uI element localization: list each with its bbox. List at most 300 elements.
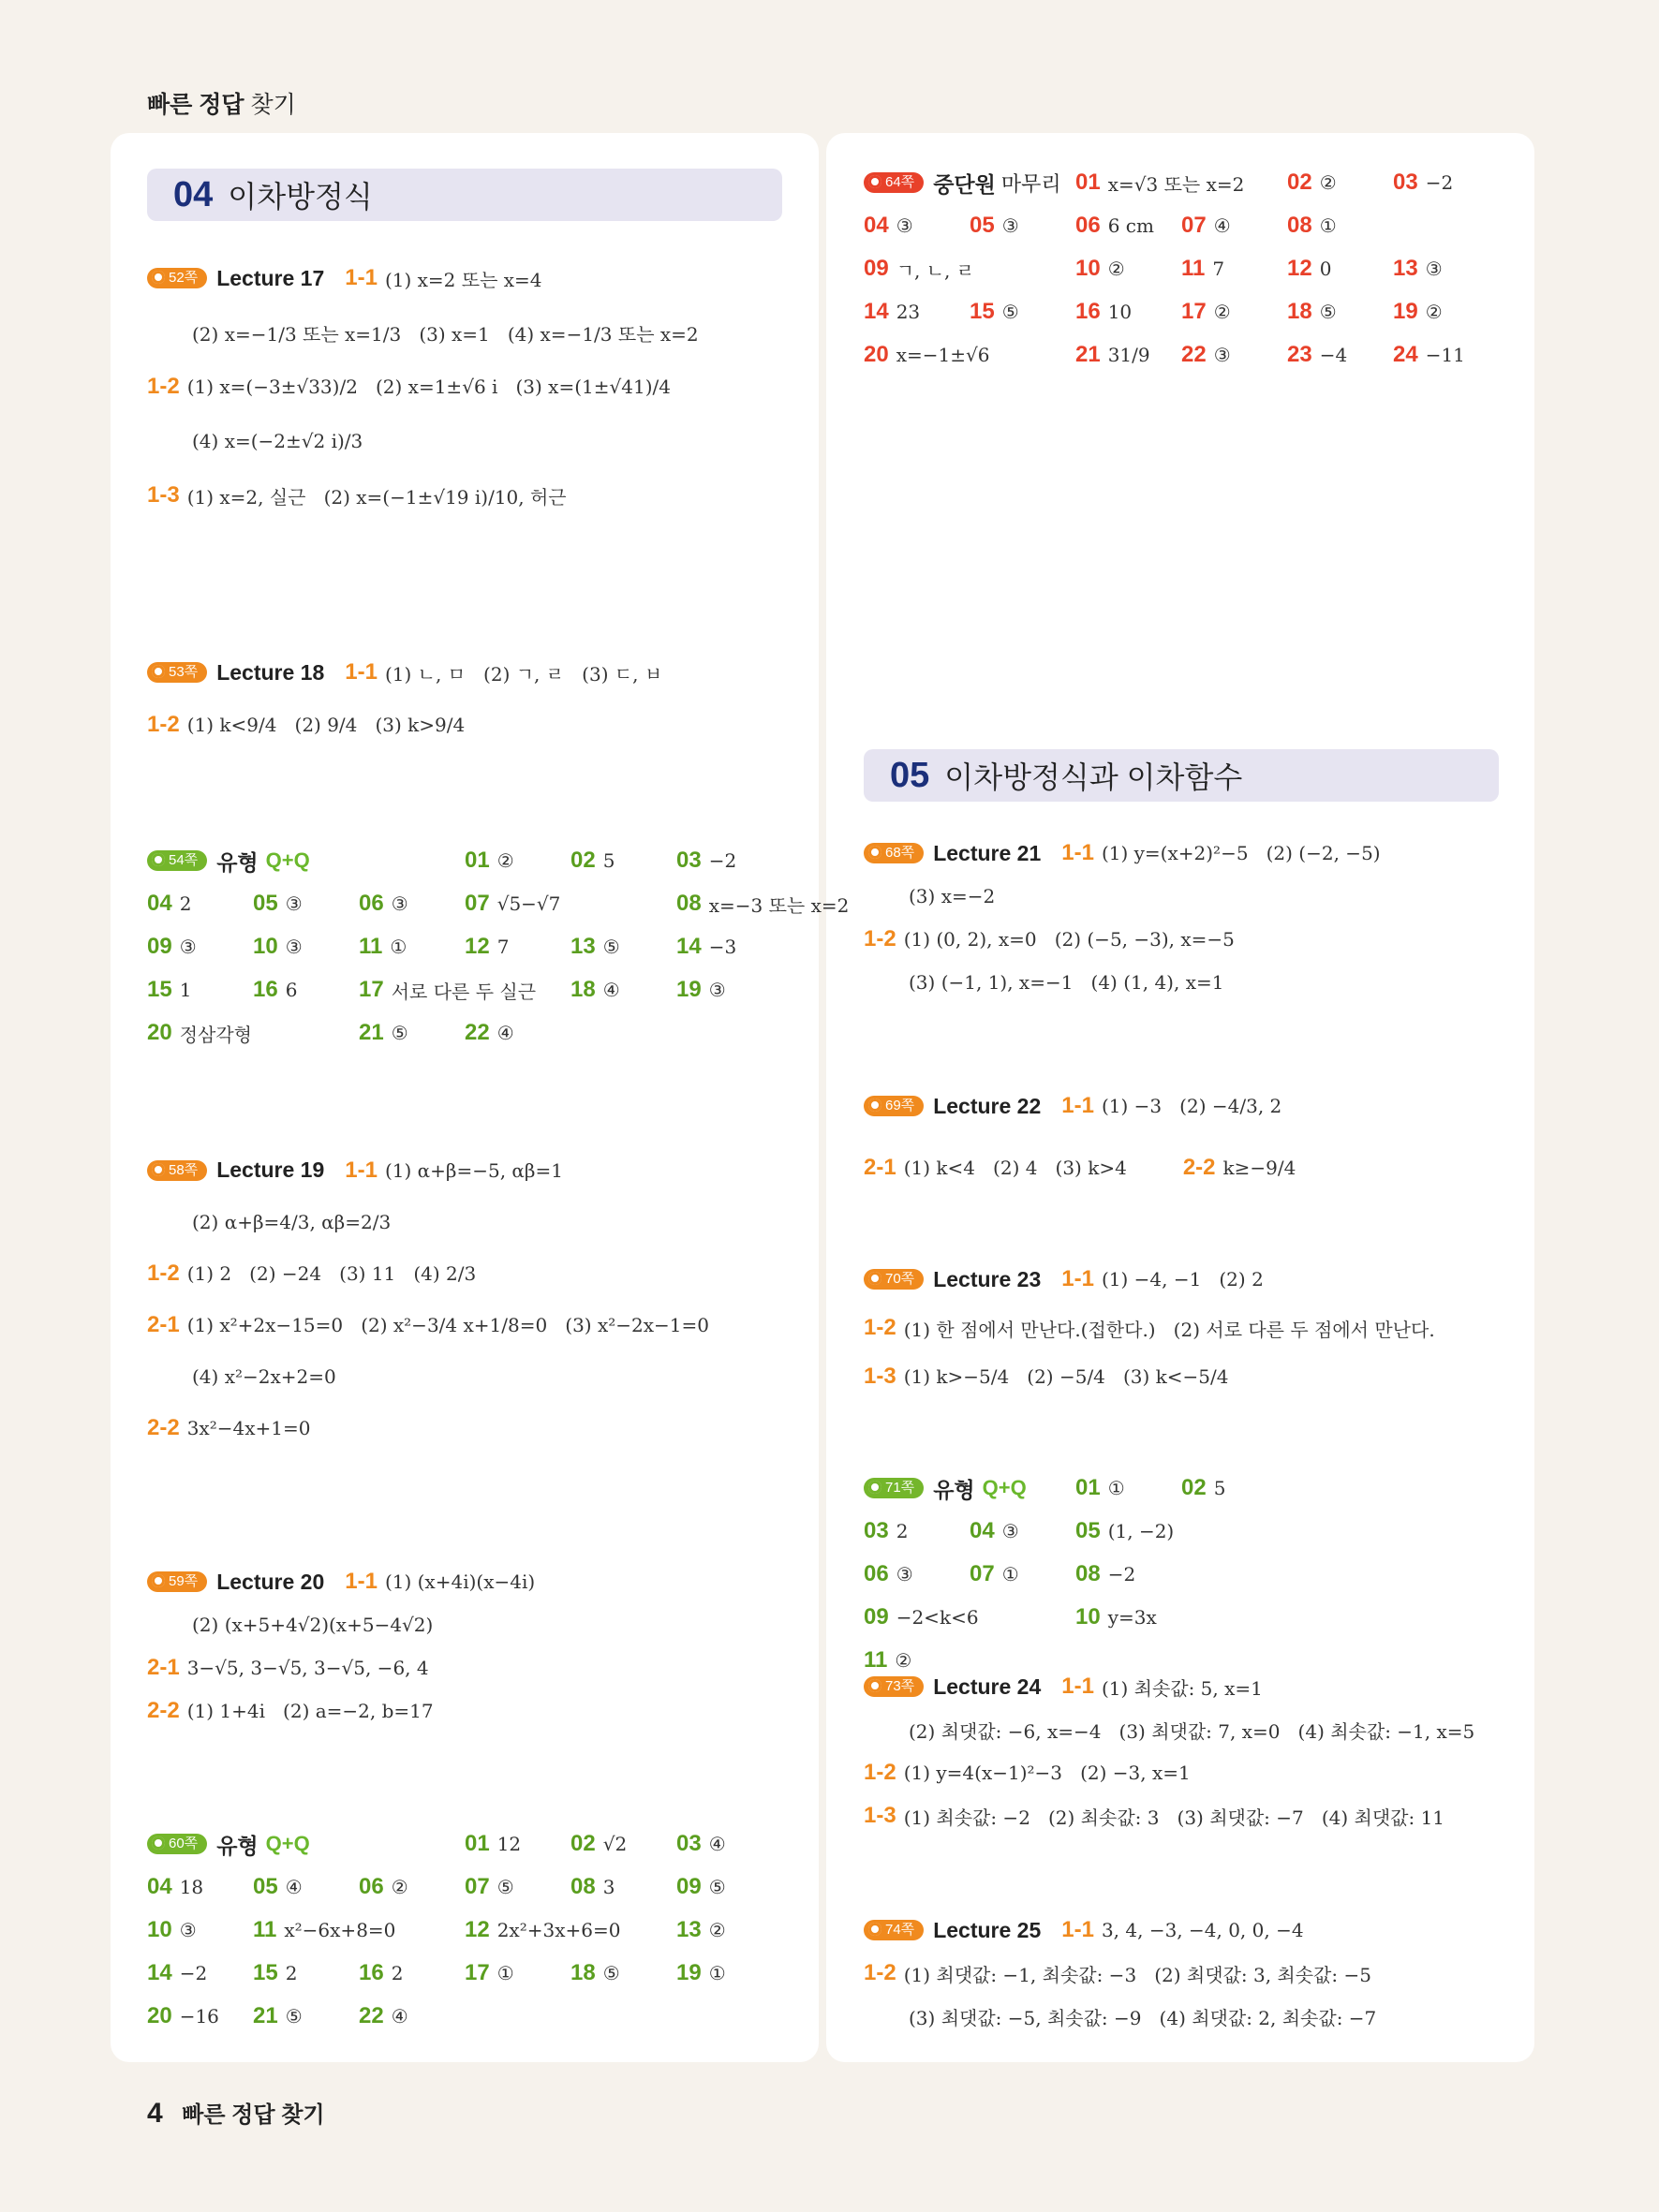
section-heading bbox=[864, 161, 1075, 204]
answer-line bbox=[147, 1350, 709, 1402]
question-number: 1-2 bbox=[147, 374, 180, 399]
question-number: 17 bbox=[359, 977, 384, 1002]
answer-line bbox=[147, 1299, 709, 1350]
answer-item bbox=[1287, 333, 1393, 376]
question-number: 1-2 bbox=[864, 1760, 896, 1785]
question-number: 20 bbox=[147, 1020, 172, 1045]
question-number: 14 bbox=[864, 299, 889, 324]
answer-line bbox=[864, 1995, 1376, 2038]
answer-item bbox=[359, 1011, 465, 1054]
question-number: 1-2 bbox=[864, 1315, 896, 1340]
answer-item bbox=[676, 1865, 782, 1909]
question-number: 01 bbox=[1075, 1475, 1101, 1500]
page-badge bbox=[864, 1920, 924, 1940]
answer-text: (2) (x+5+4√2)(x+5−4√2) bbox=[192, 1614, 434, 1636]
question-number: 13 bbox=[1393, 256, 1418, 281]
question-number: 2-2 bbox=[147, 1698, 180, 1723]
section-heading bbox=[147, 1822, 465, 1865]
answer-item bbox=[1181, 290, 1287, 333]
lecture-title: Lecture 23 bbox=[933, 1266, 1042, 1291]
clock-icon bbox=[152, 1574, 165, 1587]
empty-cell bbox=[253, 1011, 359, 1054]
empty-cell bbox=[970, 1596, 1075, 1639]
answer-text: √2 bbox=[602, 1833, 628, 1855]
page-footer bbox=[147, 2096, 325, 2130]
lecture-20-section bbox=[147, 1560, 535, 1733]
question-number: 06 bbox=[359, 891, 384, 916]
chapter-number: 04 bbox=[173, 174, 214, 214]
question-number: 22 bbox=[359, 2003, 384, 2028]
answer-line bbox=[147, 1603, 535, 1646]
lecture-23-section bbox=[864, 1255, 1435, 1401]
answer-text: ⑤ bbox=[496, 1876, 514, 1898]
question-number: 04 bbox=[970, 1518, 995, 1543]
answer-item bbox=[864, 1639, 970, 1682]
question-number: 1-3 bbox=[147, 482, 180, 508]
answer-text: −2 bbox=[179, 1962, 208, 1984]
answer-line bbox=[147, 414, 699, 468]
question-number: 18 bbox=[570, 977, 596, 1002]
answer-item bbox=[1075, 290, 1181, 333]
question-number: 19 bbox=[1393, 299, 1418, 324]
empty-cell bbox=[970, 247, 1075, 290]
answer-text: 31/9 bbox=[1107, 344, 1150, 366]
lecture-25-section bbox=[864, 1909, 1376, 2038]
empty-cell bbox=[570, 1909, 676, 1952]
answer-text: ① bbox=[390, 936, 407, 958]
question-number: 05 bbox=[253, 891, 278, 916]
answer-text: √5−√7 bbox=[496, 892, 561, 915]
answer-text: 3, 4, −3, −4, 0, 0, −4 bbox=[1101, 1919, 1304, 1941]
answer-text: ③ bbox=[1001, 1520, 1019, 1542]
question-number: 2-2 bbox=[1182, 1155, 1216, 1180]
answer-text: 3−√5, 3−√5, 3−√5, −6, 4 bbox=[186, 1657, 429, 1679]
answer-text: ① bbox=[496, 1962, 514, 1984]
question-number: 2-2 bbox=[147, 1414, 180, 1440]
question-number: 2-1 bbox=[864, 1155, 896, 1180]
answer-text: 5 bbox=[602, 849, 615, 872]
question-number: 1-1 bbox=[1061, 1266, 1094, 1291]
empty-cell bbox=[1181, 1510, 1287, 1553]
clock-icon bbox=[868, 175, 881, 188]
answer-text: ② bbox=[1107, 258, 1125, 280]
answer-text: ③ bbox=[896, 1563, 913, 1585]
section-title: 유형 bbox=[216, 1833, 259, 1858]
answer-item bbox=[970, 204, 1075, 247]
question-number: 1-1 bbox=[1061, 840, 1094, 865]
answer-text: (4) x=(−2±√2 i)/3 bbox=[192, 430, 363, 452]
answer-text: ④ bbox=[1213, 214, 1231, 237]
answer-text: (2) x=−1/3 또는 x=1/3 (3) x=1 (4) x=−1/3 또는 x=2 bbox=[192, 322, 699, 346]
answer-line bbox=[147, 1646, 535, 1689]
answer-text: ③ bbox=[708, 979, 726, 1001]
answer-item bbox=[676, 839, 782, 882]
section-title: 마무리 bbox=[1000, 171, 1061, 196]
lecture-title: Lecture 25 bbox=[933, 1917, 1042, 1942]
answer-item bbox=[147, 882, 253, 925]
answer-item bbox=[1181, 247, 1287, 290]
question-number: 22 bbox=[1181, 342, 1207, 367]
answer-text: 18 bbox=[179, 1876, 204, 1898]
answer-text: ④ bbox=[708, 1833, 726, 1855]
answer-text: 7 bbox=[496, 936, 510, 958]
question-number: 01 bbox=[1075, 170, 1101, 195]
answer-line bbox=[864, 918, 1381, 961]
question-number: 1-2 bbox=[864, 926, 896, 951]
question-number: 1-1 bbox=[1061, 1674, 1094, 1699]
question-number: 1-1 bbox=[345, 659, 378, 685]
answer-item bbox=[1181, 1467, 1287, 1510]
clock-icon bbox=[152, 1836, 165, 1850]
answer-text: (1) x²+2x−15=0 (2) x²−3/4 x+1/8=0 (3) x²−2x−1=0 bbox=[186, 1313, 709, 1336]
question-number: 08 bbox=[570, 1874, 596, 1899]
answer-text: 23 bbox=[896, 301, 921, 323]
question-number: 15 bbox=[970, 299, 995, 324]
answer-text: (3) x=−2 bbox=[909, 885, 996, 907]
answer-text: (1) k>−5/4 (2) −5/4 (3) k<−5/4 bbox=[903, 1365, 1229, 1388]
answer-item bbox=[359, 925, 465, 968]
answer-text: (1) x=2 또는 x=4 bbox=[384, 268, 542, 291]
question-number: 05 bbox=[970, 213, 995, 238]
answer-text: ④ bbox=[602, 979, 620, 1001]
question-number: 07 bbox=[1181, 213, 1207, 238]
answer-text: ② bbox=[708, 1919, 726, 1941]
answer-line bbox=[147, 360, 699, 414]
answer-item bbox=[864, 333, 990, 376]
empty-cell bbox=[1181, 1553, 1287, 1596]
question-number: 21 bbox=[1075, 342, 1101, 367]
page-badge-label: 71쪽 bbox=[885, 1480, 915, 1496]
answer-text: −2 bbox=[1425, 171, 1454, 194]
answer-text: 2x²+3x+6=0 bbox=[496, 1919, 621, 1941]
lecture-title: Lecture 19 bbox=[216, 1158, 325, 1182]
question-number: 13 bbox=[570, 934, 596, 959]
answer-item bbox=[864, 290, 970, 333]
lecture-title: Lecture 20 bbox=[216, 1569, 325, 1594]
lecture-title: Lecture 18 bbox=[216, 659, 325, 685]
page-badge bbox=[864, 1096, 924, 1116]
answer-item bbox=[1075, 161, 1245, 204]
answer-text: ⑤ bbox=[391, 1022, 408, 1044]
answer-item bbox=[465, 882, 570, 925]
answer-item bbox=[1075, 1510, 1181, 1553]
page-badge-label: 59쪽 bbox=[169, 1573, 199, 1589]
answer-item bbox=[253, 1952, 359, 1995]
answer-line bbox=[864, 1952, 1376, 1995]
empty-cell bbox=[1181, 161, 1287, 204]
answer-text: 7 bbox=[1212, 258, 1225, 280]
answer-item bbox=[359, 1865, 465, 1909]
answer-line bbox=[147, 251, 699, 305]
answer-line bbox=[147, 1402, 709, 1453]
qplusq-logo: Q+Q bbox=[265, 1832, 310, 1855]
answer-line bbox=[864, 1075, 1296, 1137]
answer-text: (1) 2 (2) −24 (3) 11 (4) 2/3 bbox=[186, 1261, 477, 1285]
answer-line bbox=[864, 832, 1381, 875]
answer-item bbox=[147, 1011, 253, 1054]
question-number: 17 bbox=[465, 1960, 490, 1985]
question-number: 16 bbox=[253, 977, 278, 1002]
answer-text: x=−1±√6 bbox=[896, 344, 990, 366]
section-heading bbox=[147, 839, 465, 882]
answer-item bbox=[359, 1952, 465, 1995]
answer-text: 6 bbox=[285, 979, 298, 1001]
question-number: 08 bbox=[676, 891, 702, 916]
question-number: 1-3 bbox=[864, 1364, 896, 1389]
question-number: 23 bbox=[1287, 342, 1312, 367]
answer-text: 12 bbox=[496, 1833, 522, 1855]
answer-text: ④ bbox=[285, 1876, 303, 1898]
lecture-18-section bbox=[147, 646, 662, 751]
answer-line bbox=[147, 1144, 709, 1196]
answer-item bbox=[147, 925, 253, 968]
qplusq-logo: Q+Q bbox=[265, 848, 310, 872]
answer-text: −4 bbox=[1319, 344, 1348, 366]
answer-item bbox=[1393, 290, 1499, 333]
lecture-21-section bbox=[864, 832, 1381, 1004]
question-number: 03 bbox=[1393, 170, 1418, 195]
page-badge bbox=[864, 172, 924, 193]
answer-text: (1) 최솟값: −2 (2) 최솟값: 3 (3) 최댓값: −7 (4) 최댓값: 11 bbox=[903, 1806, 1445, 1829]
answer-text: ③ bbox=[896, 214, 913, 237]
answer-grid bbox=[864, 161, 1499, 376]
answer-text: (1) y=(x+2)²−5 (2) (−2, −5) bbox=[1101, 842, 1381, 864]
answer-item bbox=[1287, 204, 1393, 247]
lecture-title: Lecture 21 bbox=[933, 840, 1042, 865]
chapter-title: 이차방정식 bbox=[228, 180, 373, 214]
answer-line bbox=[864, 1909, 1376, 1952]
page-number: 4 bbox=[147, 2098, 163, 2129]
question-number: 22 bbox=[465, 1020, 490, 1045]
question-number: 18 bbox=[1287, 299, 1312, 324]
clock-icon bbox=[868, 1272, 881, 1285]
answer-text: (1) 최댓값: −1, 최솟값: −3 (2) 최댓값: 3, 최솟값: −5 bbox=[903, 1963, 1371, 1986]
answer-text: (1) x=(−3±√33)/2 (2) x=1±√6 i (3) x=(1±√41)/4 bbox=[186, 376, 671, 398]
question-number: 12 bbox=[465, 934, 490, 959]
answer-text: k≥−9/4 bbox=[1222, 1157, 1296, 1179]
answer-item bbox=[1075, 1553, 1181, 1596]
answer-text: 6 cm bbox=[1107, 214, 1154, 237]
answer-item bbox=[1181, 333, 1287, 376]
page-badge-label: 58쪽 bbox=[169, 1161, 199, 1178]
question-number: 14 bbox=[676, 934, 702, 959]
lecture-title: Lecture 24 bbox=[933, 1674, 1042, 1699]
question-number: 1-2 bbox=[864, 1960, 896, 1985]
question-number: 21 bbox=[253, 2003, 278, 2028]
type-71-section bbox=[864, 1467, 1287, 1682]
page-badge-label: 69쪽 bbox=[885, 1098, 915, 1113]
question-number: 21 bbox=[359, 1020, 384, 1045]
answer-line bbox=[864, 1255, 1435, 1304]
empty-cell bbox=[570, 882, 676, 925]
answer-text: (3) (−1, 1), x=−1 (4) (1, 4), x=1 bbox=[909, 971, 1224, 994]
answer-text: (1) 최솟값: 5, x=1 bbox=[1101, 1676, 1263, 1700]
question-number: 11 bbox=[359, 934, 383, 959]
answer-item bbox=[253, 1909, 396, 1952]
question-number: 04 bbox=[147, 891, 172, 916]
answer-item bbox=[465, 839, 570, 882]
question-number: 16 bbox=[359, 1960, 384, 1985]
question-number: 19 bbox=[676, 977, 702, 1002]
question-number: 1-2 bbox=[147, 1260, 180, 1286]
page-badge bbox=[147, 1834, 207, 1854]
question-number: 10 bbox=[147, 1917, 172, 1942]
answer-item bbox=[359, 882, 465, 925]
answer-text: ⑤ bbox=[1001, 301, 1019, 323]
question-number: 15 bbox=[253, 1960, 278, 1985]
page-badge-label: 64쪽 bbox=[885, 174, 915, 190]
answer-item bbox=[1393, 333, 1499, 376]
answer-text: ⑤ bbox=[602, 936, 620, 958]
page-badge-label: 60쪽 bbox=[169, 1836, 199, 1851]
question-number: 05 bbox=[1075, 1518, 1101, 1543]
answer-item bbox=[864, 1596, 979, 1639]
question-number: 15 bbox=[147, 977, 172, 1002]
answer-item bbox=[570, 839, 676, 882]
question-number: 05 bbox=[253, 1874, 278, 1899]
question-number: 07 bbox=[465, 891, 490, 916]
answer-item bbox=[465, 1011, 570, 1054]
page-badge bbox=[147, 662, 207, 683]
answer-text: (1) −4, −1 (2) 2 bbox=[1101, 1268, 1264, 1290]
answer-text: ⑤ bbox=[708, 1876, 726, 1898]
type-60-section bbox=[147, 1822, 782, 2038]
answer-text: ⑤ bbox=[602, 1962, 620, 1984]
answer-item bbox=[570, 925, 676, 968]
answer-item bbox=[253, 968, 359, 1011]
answer-item bbox=[676, 1822, 782, 1865]
answer-line bbox=[864, 1708, 1474, 1751]
answer-line bbox=[864, 875, 1381, 918]
answer-text: ① bbox=[708, 1962, 726, 1984]
answer-text: (2) 최댓값: −6, x=−4 (3) 최댓값: 7, x=0 (4) 최솟값: −1, x=5 bbox=[909, 1719, 1475, 1743]
question-number: 1-3 bbox=[864, 1803, 896, 1828]
answer-text: 0 bbox=[1319, 258, 1332, 280]
question-number: 06 bbox=[359, 1874, 384, 1899]
page-badge-label: 68쪽 bbox=[885, 845, 915, 861]
answer-item bbox=[147, 1865, 253, 1909]
answer-item bbox=[253, 882, 359, 925]
answer-grid bbox=[147, 1822, 782, 2038]
answer-text: ④ bbox=[391, 2005, 408, 2028]
answer-text: −2 bbox=[708, 849, 737, 872]
answer-text: 2 bbox=[179, 892, 192, 915]
answer-item bbox=[1287, 290, 1393, 333]
answer-text: ② bbox=[1319, 171, 1337, 194]
answer-text: y=3x bbox=[1107, 1606, 1157, 1629]
answer-line bbox=[864, 1794, 1474, 1837]
answer-text: 10 bbox=[1107, 301, 1133, 323]
answer-text: −11 bbox=[1425, 344, 1465, 366]
clock-icon bbox=[152, 665, 165, 678]
page-badge bbox=[864, 843, 924, 863]
question-number: 12 bbox=[1287, 256, 1312, 281]
question-number: 10 bbox=[1075, 1604, 1101, 1630]
answer-text: (1) α+β=−5, αβ=1 bbox=[384, 1158, 563, 1182]
section-heading bbox=[864, 1467, 1075, 1510]
question-number: 01 bbox=[465, 1831, 490, 1856]
clock-icon bbox=[152, 1163, 165, 1176]
lecture-19-section bbox=[147, 1144, 709, 1453]
answer-item bbox=[1393, 161, 1499, 204]
question-number: 06 bbox=[864, 1561, 889, 1586]
answer-text: (1) 한 점에서 만난다.(접한다.) (2) 서로 다른 두 점에서 만난다. bbox=[903, 1318, 1435, 1341]
answer-grid bbox=[147, 839, 850, 1054]
question-number: 1-1 bbox=[1061, 1093, 1094, 1118]
answer-item bbox=[1075, 1467, 1181, 1510]
answer-item bbox=[676, 968, 782, 1011]
answer-item bbox=[147, 1995, 253, 2038]
clock-icon bbox=[868, 1099, 881, 1112]
answer-text: 2 bbox=[391, 1962, 404, 1984]
answer-item bbox=[253, 925, 359, 968]
page-badge-label: 54쪽 bbox=[169, 852, 199, 868]
answer-text: ③ bbox=[1001, 214, 1019, 237]
question-number: 08 bbox=[1075, 1561, 1101, 1586]
question-number: 16 bbox=[1075, 299, 1101, 324]
question-number: 13 bbox=[676, 1917, 702, 1942]
question-number: 1-1 bbox=[345, 1157, 378, 1183]
section-title-bold: 중단원 bbox=[933, 171, 996, 197]
question-number: 09 bbox=[864, 1604, 889, 1630]
question-number: 24 bbox=[1393, 342, 1418, 367]
question-number: 02 bbox=[1287, 170, 1312, 195]
clock-icon bbox=[152, 853, 165, 866]
answer-text: ② bbox=[496, 849, 514, 872]
question-number: 12 bbox=[465, 1917, 490, 1942]
answer-text: ② bbox=[895, 1649, 912, 1672]
answer-text: 2 bbox=[896, 1520, 909, 1542]
question-number: 03 bbox=[864, 1518, 889, 1543]
answer-text: ③ bbox=[179, 1919, 197, 1941]
answer-item bbox=[570, 1865, 676, 1909]
answer-item bbox=[1075, 247, 1181, 290]
question-number: 14 bbox=[147, 1960, 172, 1985]
chapter-number: 05 bbox=[890, 755, 930, 795]
answer-text: ③ bbox=[1213, 344, 1231, 366]
question-number: 11 bbox=[253, 1917, 277, 1942]
answer-text: ⑤ bbox=[1319, 301, 1337, 323]
answer-line bbox=[864, 1137, 1296, 1199]
question-number: 07 bbox=[970, 1561, 995, 1586]
question-number: 11 bbox=[864, 1647, 888, 1673]
question-number: 02 bbox=[570, 1831, 596, 1856]
answer-item bbox=[970, 290, 1075, 333]
answer-item bbox=[359, 968, 537, 1011]
answer-line bbox=[147, 468, 699, 523]
answer-item bbox=[1287, 161, 1393, 204]
question-number: 2-1 bbox=[147, 1655, 180, 1680]
answer-text: 3x²−4x+1=0 bbox=[186, 1416, 311, 1439]
question-number: 03 bbox=[676, 848, 702, 873]
chapter-05-header bbox=[864, 749, 1499, 802]
answer-item bbox=[970, 1510, 1075, 1553]
question-number: 1-2 bbox=[147, 712, 180, 737]
clock-icon bbox=[868, 1481, 881, 1494]
answer-text: (2) α+β=4/3, αβ=2/3 bbox=[192, 1210, 392, 1233]
question-number: 1-1 bbox=[345, 265, 378, 290]
answer-item bbox=[465, 1952, 570, 1995]
answer-text: (1) (0, 2), x=0 (2) (−5, −3), x=−5 bbox=[903, 928, 1235, 951]
review-64-section bbox=[864, 161, 1499, 376]
answer-line bbox=[147, 305, 699, 360]
answer-text: x=√3 또는 x=2 bbox=[1107, 172, 1245, 196]
answer-item bbox=[864, 1510, 970, 1553]
question-number: 09 bbox=[147, 934, 172, 959]
answer-item bbox=[1075, 1596, 1181, 1639]
page-badge bbox=[864, 1478, 924, 1498]
answer-text: ③ bbox=[179, 936, 197, 958]
